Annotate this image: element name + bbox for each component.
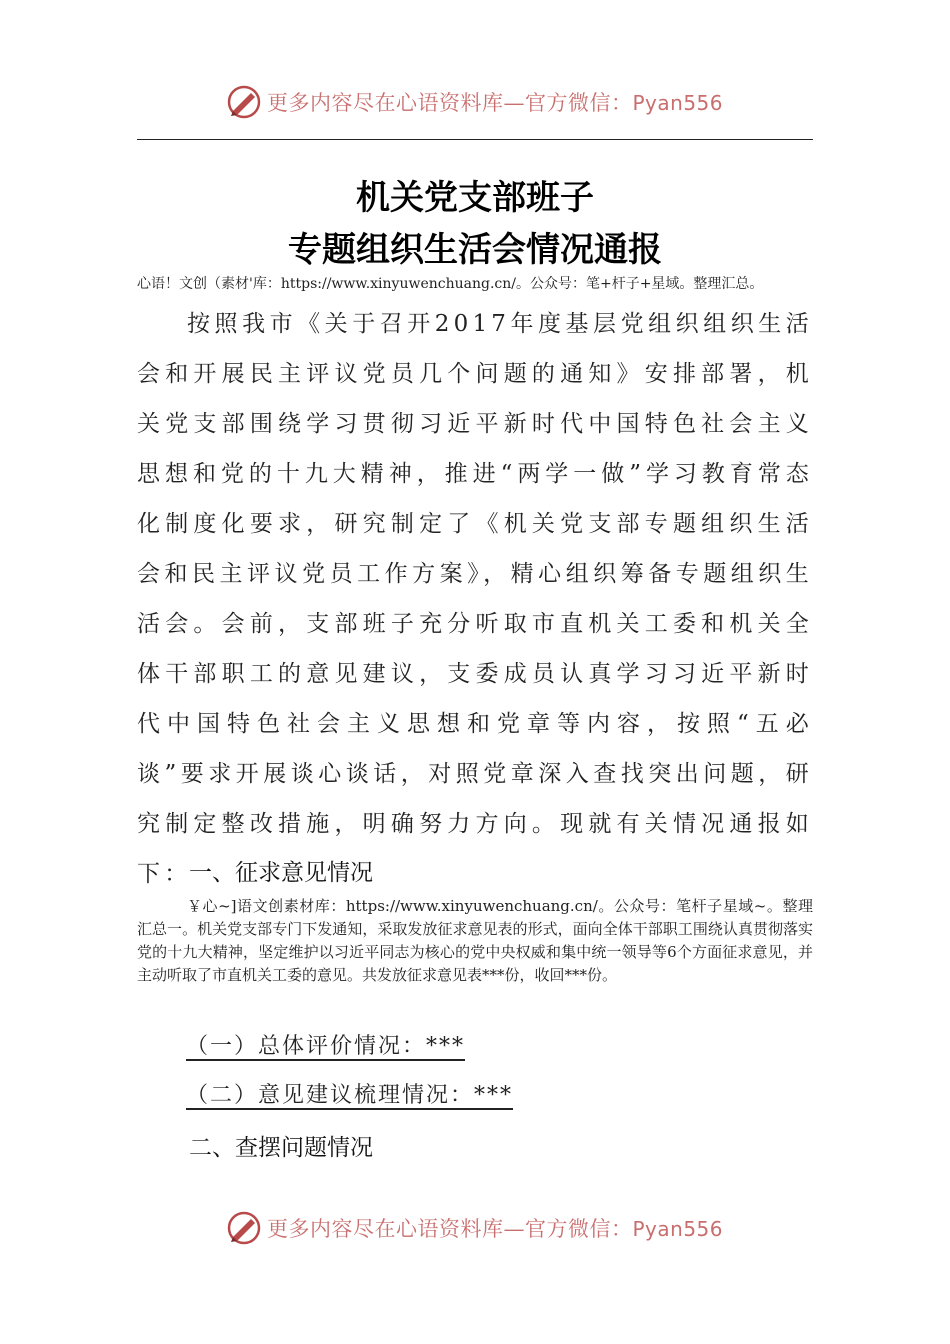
section1-heading: 一、征求意见情况 [189,860,373,886]
intro-paragraph: 按照我市《关于召开2017年度基层党组织组织生活会和开展民主评议党员几个问题的通知》安排部署，机关党支部围绕学习贯彻习近平新时代中国特色社会主义思想和党的十九大精神，推进“两学一做”学习教育常态化制度化要求，研究制定了《机关党支部专题组织生活会和民主评议党员工作方案》，精心组织筹备专题组织生活会。会前，支部班子充分听取市直机关工委和机关全体干部职工的意见建议，支委成员认真学习习近平新时代中国特色社会主义思想和党章等内容，按照“五必谈”要求开展谈心谈话，对照党章深入查找突出问题，研究制定整改措施，明确努力方向。现就有关情况通报如下： [137,311,813,887]
section2-heading: 二、查摆问题情况 [189,1135,373,1161]
pen-logo-icon [227,1211,261,1245]
watermark-banner-top [0,82,950,122]
watermark-text: 更多内容尽在心语资料库—官方微信：Pyan556 [266,1217,723,1241]
source-note: 心语！文创（素材'库：https://www.xinyuwenchuang.cn/。公众号：笔+杆子+星域。整理汇总。 [137,276,764,292]
watermark-text: 更多内容尽在心语资料库—官方微信：Pyan556 [266,91,723,115]
section1-sub2: （二）意见建议梳理情况：*** [186,1083,514,1108]
section1-paragraph: ￥心~]语文创素材库：https://www.xinyuwenchuang.cn/。公众号：笔杆子星域~。整理汇总一。机关党支部专门下发通知，采取发放征求意见表的形式，面向全体干部职工围绕认真贯彻落实党的十九大精神，坚定维护以习近平同志为核心的党中央权威和集中统一领导等6个方面征求意见，并主动听取了市直机关工委的意见。共发放征求意见表***份，收回***份。 [137,897,813,984]
section1-sub1: （一）总体评价情况：*** [186,1034,466,1059]
document-title-line2: 专题组织生活会情况通报 [288,230,662,270]
header-rule [137,139,813,140]
document-title-line1: 机关党支部班子 [356,178,594,218]
watermark-banner-bottom [0,1208,950,1248]
pen-logo-icon [227,85,261,119]
